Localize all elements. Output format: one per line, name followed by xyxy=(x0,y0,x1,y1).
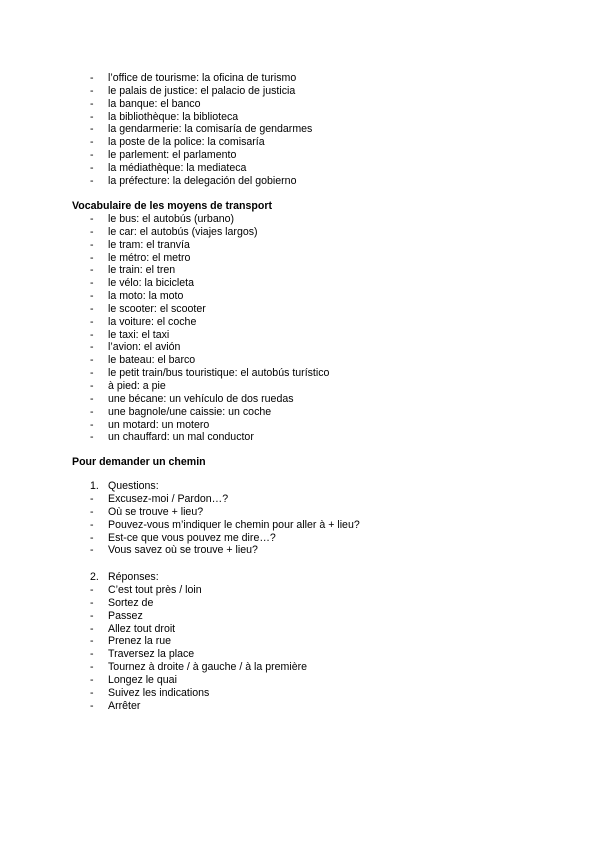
list-item-text: la moto: la moto xyxy=(108,290,184,303)
list-item-text: l’avion: el avión xyxy=(108,341,181,354)
list-item-text: Où se trouve + lieu? xyxy=(108,505,204,518)
list-item-text: Traversez la place xyxy=(108,648,195,661)
list-item-text: la voiture: el coche xyxy=(108,315,197,328)
bullet-dash: - xyxy=(90,531,94,544)
list-item-text: Sortez de xyxy=(108,596,154,609)
bullet-dash: - xyxy=(90,544,94,557)
bullet-dash: - xyxy=(90,251,94,264)
list-item-text: Passez xyxy=(108,609,143,622)
bullet-dash: - xyxy=(90,622,94,635)
questions-number: 1. xyxy=(90,480,99,492)
bullet-dash: - xyxy=(90,110,94,123)
list-item-text: la bibliothèque: la biblioteca xyxy=(108,110,239,123)
list-item-text: Arrêter xyxy=(108,699,141,712)
bullet-dash: - xyxy=(90,673,94,686)
list-item-text: Allez tout droit xyxy=(108,622,176,635)
questions-label: Questions: xyxy=(108,480,159,492)
bullet-dash: - xyxy=(90,596,94,609)
bullet-dash: - xyxy=(90,431,94,444)
list-item-text: la préfecture: la delegación del gobierno xyxy=(108,174,297,187)
list-item-text: un chauffard: un mal conductor xyxy=(108,431,254,444)
list-item-text: Vous savez où se trouve + lieu? xyxy=(108,544,258,557)
bullet-dash: - xyxy=(90,518,94,531)
bullet-dash: - xyxy=(90,225,94,238)
list-item-text: Prenez la rue xyxy=(108,635,172,648)
bullet-dash: - xyxy=(90,341,94,354)
list-item-text: Pouvez-vous m’indiquer le chemin pour aller à + lieu? xyxy=(108,518,360,531)
list-item-text: le taxi: el taxi xyxy=(108,328,170,341)
directions-heading: Pour demander un chemin xyxy=(72,456,206,468)
bullet-dash: - xyxy=(90,505,94,518)
list-item-text: Longez le quai xyxy=(108,673,177,686)
list-item-text: Excusez-moi / Pardon…? xyxy=(108,493,229,505)
list-item-text: Suivez les indications xyxy=(108,686,210,699)
bullet-dash: - xyxy=(90,354,94,367)
list-item-text: une bécane: un vehículo de dos ruedas xyxy=(108,392,294,405)
list-item-text: le scooter: el scooter xyxy=(108,302,206,315)
list-item-text: un motard: un motero xyxy=(108,418,210,431)
bullet-dash: - xyxy=(90,213,94,225)
list-item-text: le tram: el tranvía xyxy=(108,238,190,251)
bullet-dash: - xyxy=(90,97,94,110)
bullet-dash: - xyxy=(90,405,94,418)
bullet-dash: - xyxy=(90,493,94,505)
list-item-text: Est-ce que vous pouvez me dire…? xyxy=(108,531,276,544)
bullet-dash: - xyxy=(90,315,94,328)
bullet-dash: - xyxy=(90,161,94,174)
bullet-dash: - xyxy=(90,379,94,392)
bullet-dash: - xyxy=(90,635,94,648)
list-item-text: la banque: el banco xyxy=(108,97,201,110)
list-item-text: à pied: a pie xyxy=(108,379,166,392)
bullet-dash: - xyxy=(90,136,94,149)
bullet-dash: - xyxy=(90,149,94,162)
list-item-text: la médiathèque: la mediateca xyxy=(108,161,247,174)
bullet-dash: - xyxy=(90,686,94,699)
answers-label: Réponses: xyxy=(108,571,159,583)
bullet-dash: - xyxy=(90,174,94,187)
bullet-dash: - xyxy=(90,84,94,97)
bullet-dash: - xyxy=(90,367,94,380)
list-item-text: le train: el tren xyxy=(108,264,176,277)
bullet-dash: - xyxy=(90,238,94,251)
bullet-dash: - xyxy=(90,661,94,674)
list-item-text: le palais de justice: el palacio de justicia xyxy=(108,84,296,97)
list-item-text: le parlement: el parlamento xyxy=(108,149,237,162)
bullet-dash: - xyxy=(90,290,94,303)
list-item-text: C’est tout près / loin xyxy=(108,584,202,596)
bullet-dash: - xyxy=(90,72,94,84)
bullet-dash: - xyxy=(90,609,94,622)
bullet-dash: - xyxy=(90,123,94,136)
bullet-dash: - xyxy=(90,392,94,405)
bullet-dash: - xyxy=(90,264,94,277)
list-item-text: Tournez à droite / à gauche / à la première xyxy=(108,661,308,674)
bullet-dash: - xyxy=(90,277,94,290)
list-item-text: la poste de la police: la comisaría xyxy=(108,136,265,149)
list-item-text: l’office de tourisme: la oficina de turismo xyxy=(108,72,297,84)
list-item-text: la gendarmerie: la comisaría de gendarmes xyxy=(108,123,313,136)
list-item-text: le vélo: la bicicleta xyxy=(108,277,194,290)
list-item-text: une bagnole/une caissie: un coche xyxy=(108,405,272,418)
bullet-dash: - xyxy=(90,699,94,712)
bullet-dash: - xyxy=(90,648,94,661)
list-item-text: le car: el autobús (viajes largos) xyxy=(108,225,258,238)
bullet-dash: - xyxy=(90,328,94,341)
bullet-dash: - xyxy=(90,302,94,315)
list-item-text: le bus: el autobús (urbano) xyxy=(108,213,235,225)
list-item-text: le bateau: el barco xyxy=(108,354,196,367)
list-item-text: le métro: el metro xyxy=(108,251,191,264)
bullet-dash: - xyxy=(90,584,94,596)
answers-number: 2. xyxy=(90,571,99,583)
bullet-dash: - xyxy=(90,418,94,431)
list-item-text: le petit train/bus touristique: el autobús turístico xyxy=(108,367,330,380)
transport-heading: Vocabulaire de les moyens de transport xyxy=(72,200,272,212)
